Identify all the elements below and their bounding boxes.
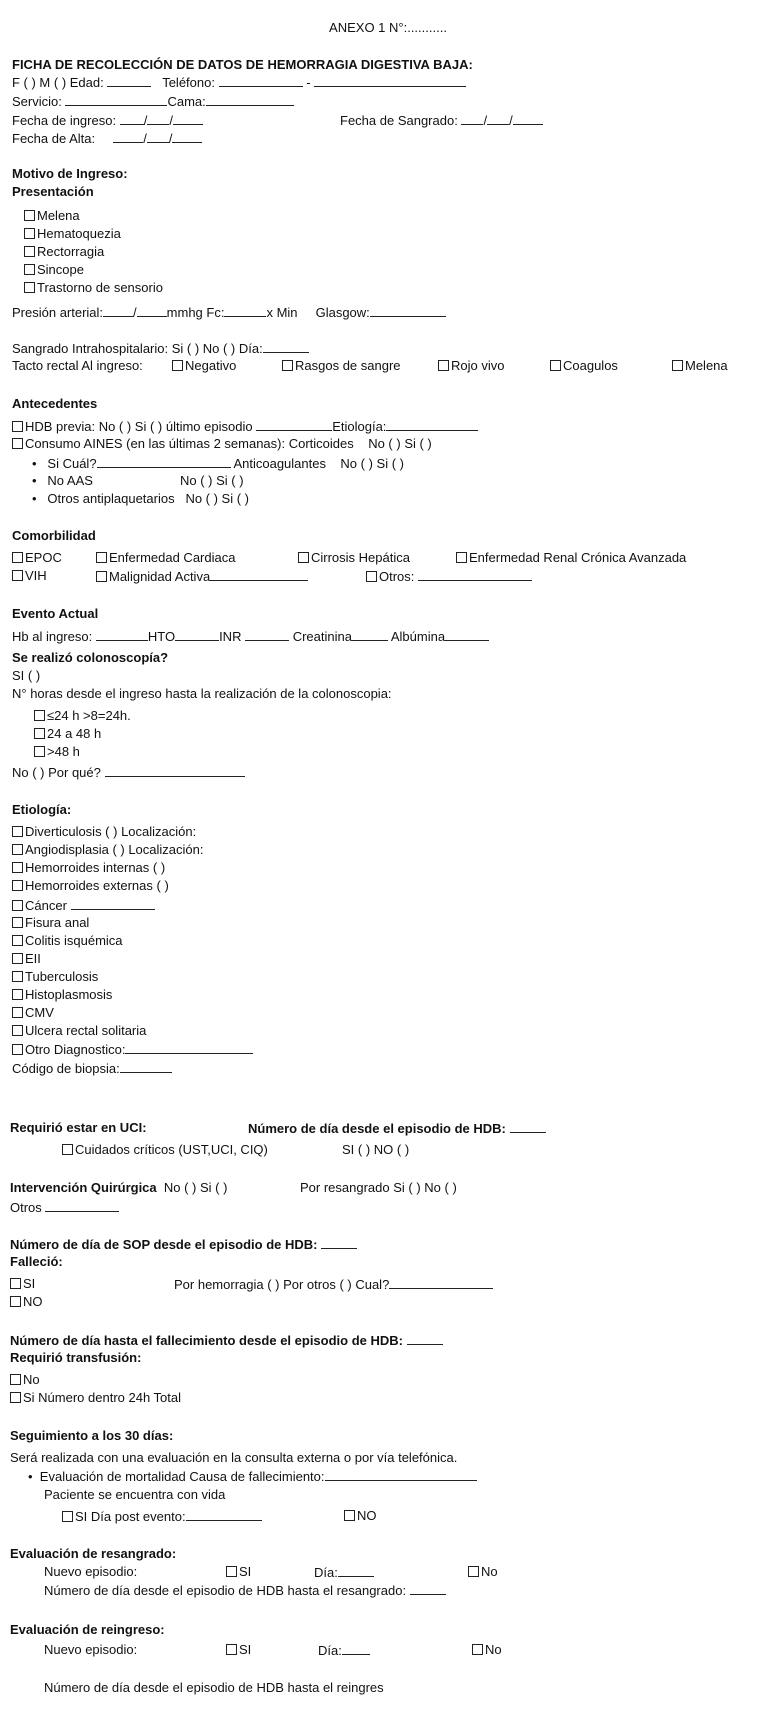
comorb-malignidad[interactable]: Malignidad Activa xyxy=(96,568,308,585)
resangrado-numero[interactable]: Número de día desde el episodio de HDB hasta el resangrado: xyxy=(44,1582,446,1599)
checkbox[interactable] xyxy=(12,917,23,928)
checkbox[interactable] xyxy=(12,862,23,873)
comorb-otros[interactable]: Otros: xyxy=(366,568,532,585)
checkbox[interactable] xyxy=(34,728,45,739)
checkbox[interactable] xyxy=(344,1510,355,1521)
etiologia-option[interactable]: Hemorroides externas ( ) xyxy=(12,878,169,894)
form-title: FICHA DE RECOLECCIÓN DE DATOS DE HEMORRAGIA DIGESTIVA BAJA: xyxy=(12,57,473,72)
aines-field[interactable]: Consumo AINES (en las últimas 2 semanas): Corticoides No ( ) Si ( ) xyxy=(12,436,432,452)
fecha-sangrado-field[interactable]: Fecha de Sangrado: / / xyxy=(340,112,543,129)
checkbox[interactable] xyxy=(34,710,45,721)
checkbox[interactable] xyxy=(12,438,23,449)
tacto-melena[interactable]: Melena xyxy=(672,358,728,374)
reingreso-si[interactable]: SI xyxy=(226,1642,251,1658)
sex-age-field[interactable]: F ( ) M ( ) Edad: Teléfono: - xyxy=(12,74,466,91)
no-aas-field[interactable]: • No AAS No ( ) Si ( ) xyxy=(32,473,244,488)
checkbox[interactable] xyxy=(24,228,35,239)
checkbox[interactable] xyxy=(10,1296,21,1307)
colonoscopia-si[interactable]: SI ( ) xyxy=(12,668,41,683)
checkbox[interactable] xyxy=(10,1374,21,1385)
etiologia-option[interactable]: Fisura anal xyxy=(12,915,89,931)
checkbox[interactable] xyxy=(672,360,683,371)
resangrado-nuevo: Nuevo episodio: xyxy=(44,1564,138,1579)
checkbox[interactable] xyxy=(62,1144,73,1155)
reingreso-nuevo: Nuevo episodio: xyxy=(44,1642,138,1657)
evento-title: Evento Actual xyxy=(12,606,99,621)
option-melena[interactable]: Melena xyxy=(24,208,80,224)
checkbox[interactable] xyxy=(10,1392,21,1403)
checkbox[interactable] xyxy=(12,971,23,982)
si-cual-field[interactable]: • Si Cuál? Anticoagulantes No ( ) Si ( ) xyxy=(32,456,404,471)
resangrado-no[interactable]: No xyxy=(468,1564,498,1580)
etiologia-option[interactable]: CMV xyxy=(12,1005,54,1021)
transfusion-title: Requirió transfusión: xyxy=(10,1350,142,1365)
no-porque-field[interactable]: No ( ) Por qué? xyxy=(12,764,245,781)
sop-numero-dia[interactable]: Número de día de SOP desde el episodio de HDB: xyxy=(10,1236,357,1253)
uci-numero-dia[interactable]: Número de día desde el episodio de HDB: xyxy=(248,1120,546,1137)
checkbox[interactable] xyxy=(12,900,23,911)
checkbox[interactable] xyxy=(172,360,183,371)
option-rectorragia[interactable]: Rectorragia xyxy=(24,244,104,260)
reingreso-no[interactable]: No xyxy=(472,1642,502,1658)
quirurgica-resangrado[interactable]: Por resangrado Si ( ) No ( ) xyxy=(300,1180,457,1195)
option-trastorno-sensorio[interactable]: Trastorno de sensorio xyxy=(24,280,163,296)
checkbox[interactable] xyxy=(12,826,23,837)
reingreso-title: Evaluación de reingreso: xyxy=(10,1622,165,1637)
horas-24-48[interactable]: 24 a 48 h xyxy=(34,726,101,742)
checkbox[interactable] xyxy=(472,1644,483,1655)
sangrado-intra-field[interactable]: Sangrado Intrahospitalario: Si ( ) No ( ) Día: xyxy=(12,340,309,357)
uci-si-no[interactable]: SI ( ) NO ( ) xyxy=(342,1142,410,1157)
fallecio-no[interactable]: NO xyxy=(10,1294,43,1310)
reingreso-dia[interactable]: Día: xyxy=(318,1642,370,1659)
checkbox[interactable] xyxy=(550,360,561,371)
comorb-renal[interactable]: Enfermedad Renal Crónica Avanzada xyxy=(456,550,686,566)
seguimiento-desc: Será realizada con una evaluación en la consulta externa o por vía telefónica. xyxy=(10,1450,458,1465)
checkbox[interactable] xyxy=(12,421,23,432)
tacto-rectal-label: Tacto rectal Al ingreso: xyxy=(12,358,143,373)
comorb-epoc[interactable]: EPOC xyxy=(12,550,62,566)
servicio-field[interactable]: Servicio: Cama: xyxy=(12,93,294,110)
checkbox[interactable] xyxy=(62,1511,73,1522)
colonoscopia-title: Se realizó colonoscopía? xyxy=(12,650,169,665)
etiologia-option[interactable]: Cáncer xyxy=(12,897,155,914)
checkbox[interactable] xyxy=(24,246,35,257)
fecha-ingreso-field[interactable]: Fecha de ingreso: / / xyxy=(12,112,203,129)
resangrado-si[interactable]: SI xyxy=(226,1564,251,1580)
tacto-rasgos[interactable]: Rasgos de sangre xyxy=(282,358,401,374)
antecedentes-title: Antecedentes xyxy=(12,396,98,411)
comorbilidad-title: Comorbilidad xyxy=(12,528,96,543)
comorb-cardiaca[interactable]: Enfermedad Cardiaca xyxy=(96,550,235,566)
checkbox[interactable] xyxy=(226,1566,237,1577)
checkbox[interactable] xyxy=(12,1025,23,1036)
etiologia-option[interactable]: Hemorroides internas ( ) xyxy=(12,860,165,876)
fallecimiento-numero-dia[interactable]: Número de día hasta el fallecimiento desde el episodio de HDB: xyxy=(10,1332,443,1349)
resangrado-dia[interactable]: Día: xyxy=(314,1564,374,1581)
tacto-coagulos[interactable]: Coagulos xyxy=(550,358,618,374)
presentacion-title: Presentación xyxy=(12,184,94,199)
checkbox[interactable] xyxy=(96,571,107,582)
resangrado-title: Evaluación de resangrado: xyxy=(10,1546,177,1561)
checkbox[interactable] xyxy=(226,1644,237,1655)
checkbox[interactable] xyxy=(12,1007,23,1018)
eval-mortalidad-field[interactable]: • Evaluación de mortalidad Causa de fallecimiento: xyxy=(28,1468,477,1485)
con-vida-label: Paciente se encuentra con vida xyxy=(44,1487,226,1502)
checkbox[interactable] xyxy=(24,210,35,221)
cuidados-criticos[interactable]: Cuidados críticos (UST,UCI, CIQ) xyxy=(62,1142,268,1158)
checkbox[interactable] xyxy=(12,844,23,855)
fecha-alta-field[interactable]: Fecha de Alta: / / xyxy=(12,130,202,147)
checkbox[interactable] xyxy=(12,552,23,563)
comorb-vih[interactable]: VIH xyxy=(12,568,47,584)
checkbox[interactable] xyxy=(468,1566,479,1577)
checkbox[interactable] xyxy=(12,935,23,946)
checkbox[interactable] xyxy=(456,552,467,563)
labs-field[interactable]: Hb al ingreso: HTO INR Creatinina Albúmina xyxy=(12,628,489,645)
checkbox[interactable] xyxy=(366,571,377,582)
reingreso-numero[interactable]: Número de día desde el episodio de HDB hasta el reingres xyxy=(44,1680,384,1695)
etiologia-option[interactable]: EII xyxy=(12,951,41,967)
horas-48[interactable]: >48 h xyxy=(34,744,80,760)
checkbox[interactable] xyxy=(12,989,23,1000)
tacto-negativo[interactable]: Negativo xyxy=(172,358,236,374)
option-hematoquezia[interactable]: Hematoquezia xyxy=(24,226,121,242)
con-vida-no[interactable]: NO xyxy=(344,1508,377,1524)
motivo-title: Motivo de Ingreso: xyxy=(12,166,128,181)
biopsia-field[interactable]: Código de biopsia: xyxy=(12,1060,172,1077)
horas-label: N° horas desde el ingreso hasta la realización de la colonoscopia: xyxy=(12,686,392,701)
presion-field[interactable]: Presión arterial: / mmhg Fc: x Min Glasgow: xyxy=(12,304,446,321)
etiologia-title: Etiología: xyxy=(12,802,72,817)
etiologia-option[interactable]: Diverticulosis ( ) Localización: xyxy=(12,824,196,840)
quirurgica-otros[interactable]: Otros xyxy=(10,1199,119,1216)
etiologia-option[interactable]: Ulcera rectal solitaria xyxy=(12,1023,146,1039)
otros-antiplaq-field[interactable]: • Otros antiplaquetarios No ( ) Si ( ) xyxy=(32,491,249,506)
uci-title: Requirió estar en UCI: xyxy=(10,1120,147,1135)
checkbox[interactable] xyxy=(24,264,35,275)
quirurgica-field[interactable]: Intervención Quirúrgica No ( ) Si ( ) xyxy=(10,1180,228,1195)
checkbox[interactable] xyxy=(24,282,35,293)
transfusion-no[interactable]: No xyxy=(10,1372,40,1388)
seguimiento-title: Seguimiento a los 30 días: xyxy=(10,1428,174,1443)
etiologia-option[interactable]: Tuberculosis xyxy=(12,969,98,985)
fallecio-si[interactable]: SI xyxy=(10,1276,35,1292)
checkbox[interactable] xyxy=(298,552,309,563)
comorb-cirrosis[interactable]: Cirrosis Hepática xyxy=(298,550,410,566)
checkbox[interactable] xyxy=(12,880,23,891)
etiologia-option[interactable]: Colitis isquémica xyxy=(12,933,123,949)
hdb-previa-field[interactable]: HDB previa: No ( ) Si ( ) último episodio Etiología: xyxy=(12,418,478,435)
checkbox[interactable] xyxy=(96,552,107,563)
etiologia-option[interactable]: Angiodisplasia ( ) Localización: xyxy=(12,842,203,858)
checkbox[interactable] xyxy=(12,953,23,964)
option-sincope[interactable]: Sincope xyxy=(24,262,84,278)
checkbox[interactable] xyxy=(282,360,293,371)
checkbox[interactable] xyxy=(34,746,45,757)
fallecio-title: Falleció: xyxy=(10,1254,63,1269)
con-vida-si[interactable]: SI Día post evento: xyxy=(62,1508,262,1525)
checkbox[interactable] xyxy=(10,1278,21,1289)
checkbox[interactable] xyxy=(12,1044,23,1055)
etiologia-option[interactable]: Histoplasmosis xyxy=(12,987,112,1003)
checkbox[interactable] xyxy=(438,360,449,371)
horas-24[interactable]: ≤24 h >8=24h. xyxy=(34,708,131,724)
etiologia-option[interactable]: Otro Diagnostico: xyxy=(12,1041,253,1058)
checkbox[interactable] xyxy=(12,570,23,581)
transfusion-si[interactable]: Si Número dentro 24h Total xyxy=(10,1390,181,1406)
annex-number: ANEXO 1 N°:........... xyxy=(329,20,447,35)
fallecio-causa[interactable]: Por hemorragia ( ) Por otros ( ) Cual? xyxy=(174,1276,493,1293)
tacto-rojo-vivo[interactable]: Rojo vivo xyxy=(438,358,504,374)
